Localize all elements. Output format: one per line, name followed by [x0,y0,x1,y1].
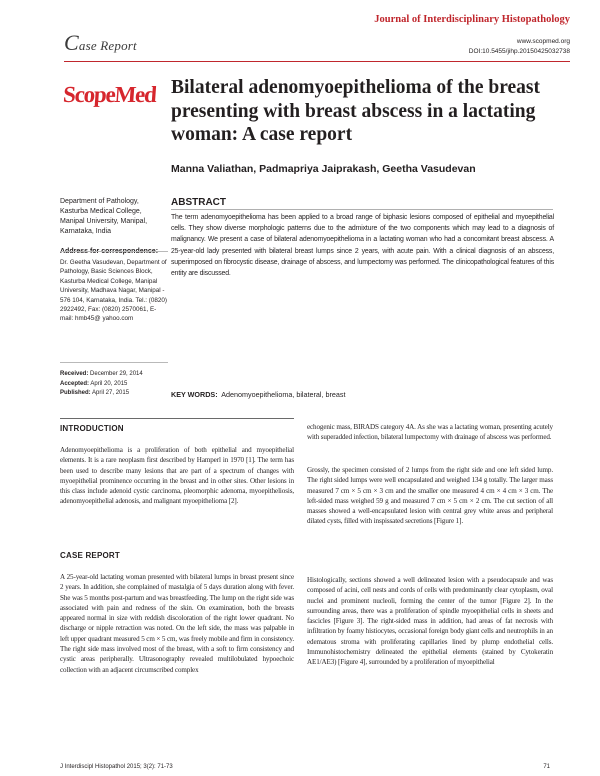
affiliation: Department of Pathology, Kasturba Medical College, Manipal University, Manipal, Karnataka, India [60,198,148,235]
published-row [60,389,170,399]
sidebar-divider [60,362,168,363]
received-row [60,370,170,380]
section-label-rest: ase Report [78,38,137,53]
abstract-divider [171,209,553,210]
publisher-logo: ScopeMed [62,82,157,107]
right-paragraph-3: Histologically, sections showed a well delineated lesion with a pseudocapsule and was composed of acini, cell nests and cords of cells with predominantly clear cytoplasm, oval nuclei and prominent nucleoli, forming the center of the tumor [Figure 2]. In the surrounding areas, there was a proliferation of spindle myoepithelial cells in sheets and fascicles [Figure 3]. The right-sided mass in addition, had areas of fat necrosis with infiltration by foamy histiocytes, occasional foreign body giant cells and neutrophils in an edematous stroma with proliferating capillaries lined by plump endothelial cells. Immunohistochemistry delineated the epithelial elements (stained by Cytokeratin AE1/AE3) [Figure 4], surrounded by a proliferation of myoepithelial [307,576,553,667]
article-authors: Manna Valiathan, Padmapriya Jaiprakash, Geetha Vasudevan [171,163,476,175]
body-divider [60,418,294,419]
published-label: Published: [60,390,91,396]
section-label [64,30,137,56]
journal-url: www.scopmed.org [516,38,570,45]
header-divider [64,61,570,62]
case-report-heading: CASE REPORT [60,551,120,560]
keywords-label: KEY WORDS: [171,390,218,399]
right-paragraph-1: echogenic mass, BIRADS category 4A. As she was a lactating woman, presenting acutely with superadded infection, bilateral lumpectomy with drainage of abscess was performed. [307,423,553,442]
accepted-label: Accepted: [60,380,90,387]
published-date: April 27, 2015 [92,390,130,396]
accepted-date: April 20, 2015 [90,380,128,387]
received-date: December 29, 2014 [90,371,143,377]
accepted-row [60,380,170,390]
keywords-list: Adenomyoepithelioma, bilateral, breast [221,390,346,399]
abstract-heading: ABSTRACT [171,197,226,208]
journal-doi: DOI:10.5455/jihp.20150425032738 [468,48,570,55]
footer-citation: J Interdiscipl Histopathol 2015; 3(2): 71-73 [60,764,173,770]
introduction-heading: INTRODUCTION [60,424,124,433]
case-report-text: A 25-year-old lactating woman presented with bilateral lumps in breast present since 2 years. In addition, she complained of mastalgia of 5 days duration along with fever. She was 5 months post-partum and was breastfeeding. The lump on the right side was associated with pain and redness of the skin. On examination, both the breasts appeared normal in size with reddish discoloration of the right lower quadrant. No discharge or nipple retraction was noted. On the left side, the mass was palpable in left upper quadrant measured 5 cm × 5 cm, was freely mobile and firm in consistency. The right side mass involved most of the breast, with a soft to firm consistency and cystic areas peripherally. Ultrasonography revealed multilobulated hypoechoic collection with an adjacent circumscribed complex [60,573,294,674]
article-title: Bilateral adenomyoepithelioma of the breast presenting with breast abscess in a lactating woman: A case report [171,77,541,145]
sidebar-divider [60,251,168,252]
section-label-initial: C [64,30,79,55]
correspondence-title [60,247,168,257]
correspondence-address: Dr. Geetha Vasudevan, Department of Pathology, Basic Sciences Block, Kasturba Medical College, Manipal University, Madhava Nagar, Manipal - 576 104, Karnataka, India. Tel.: (0820) 2922492, Fax: (0820) 2570061, E-mail: hmb45@ yahoo.com [60,259,168,323]
introduction-text: Adenomyoepithelioma is a proliferation of both epithelial and myoepithelial elements. It is a rare neoplasm first described by Hamperl in 1970 [1]. The term has been used to describe many lesions that are part of a spectrum of changes with myoepithelial prominence occurring in the breast and in other sites. Other lesions in this class include adenoid cystic carcinoma, pleomorphic adenoma, myoepitheliosis, adenomyoepithelial adenosis, and malignant myoepithelioma [2]. [60,446,294,506]
right-paragraph-2: Grossly, the specimen consisted of 2 lumps from the right side and one left sided lump. The right sided lumps were well encapsulated and weighed 134 g totally. The larger mass measured 7 cm × 5 cm × 3 cm and the smaller one measured 4 cm × 4 cm × 3 cm. The left-sided mass weighed 59 g and measured 7 cm × 5 cm × 2 cm. The cut section of all masses showed a well-encapsulated lesion with central grey white areas and peripheral dilated cysts, filled with inspissated secretions [Figure 1]. [307,466,553,526]
keywords [171,390,345,399]
abstract-text: The term adenomyoepithelioma has been applied to a broad range of biphasic lesions composed of epithelial and myoepithelial cells. They show diverse morphologic patterns due to the admixture of the two components which may lead to a diagnosis of malignancy. We present a case of bilateral adenomyoepithelioma in a lactating woman who had a concomitant breast abscess. A 25-year-old lady presented with bilateral breast lumps since 2 years, with acute pain. With a clinical diagnosis of an abscess, superimposed on fibrocystic disease, drainage of abscess, and lumpectomy was performed. The clinicopathological features of this entity are discussed. [171,214,554,278]
received-label: Received: [60,371,89,377]
article-dates [60,370,170,399]
author-info-sidebar [60,197,168,324]
journal-name: Journal of Interdisciplinary Histopathology [374,14,570,25]
page-number: 71 [543,764,550,770]
